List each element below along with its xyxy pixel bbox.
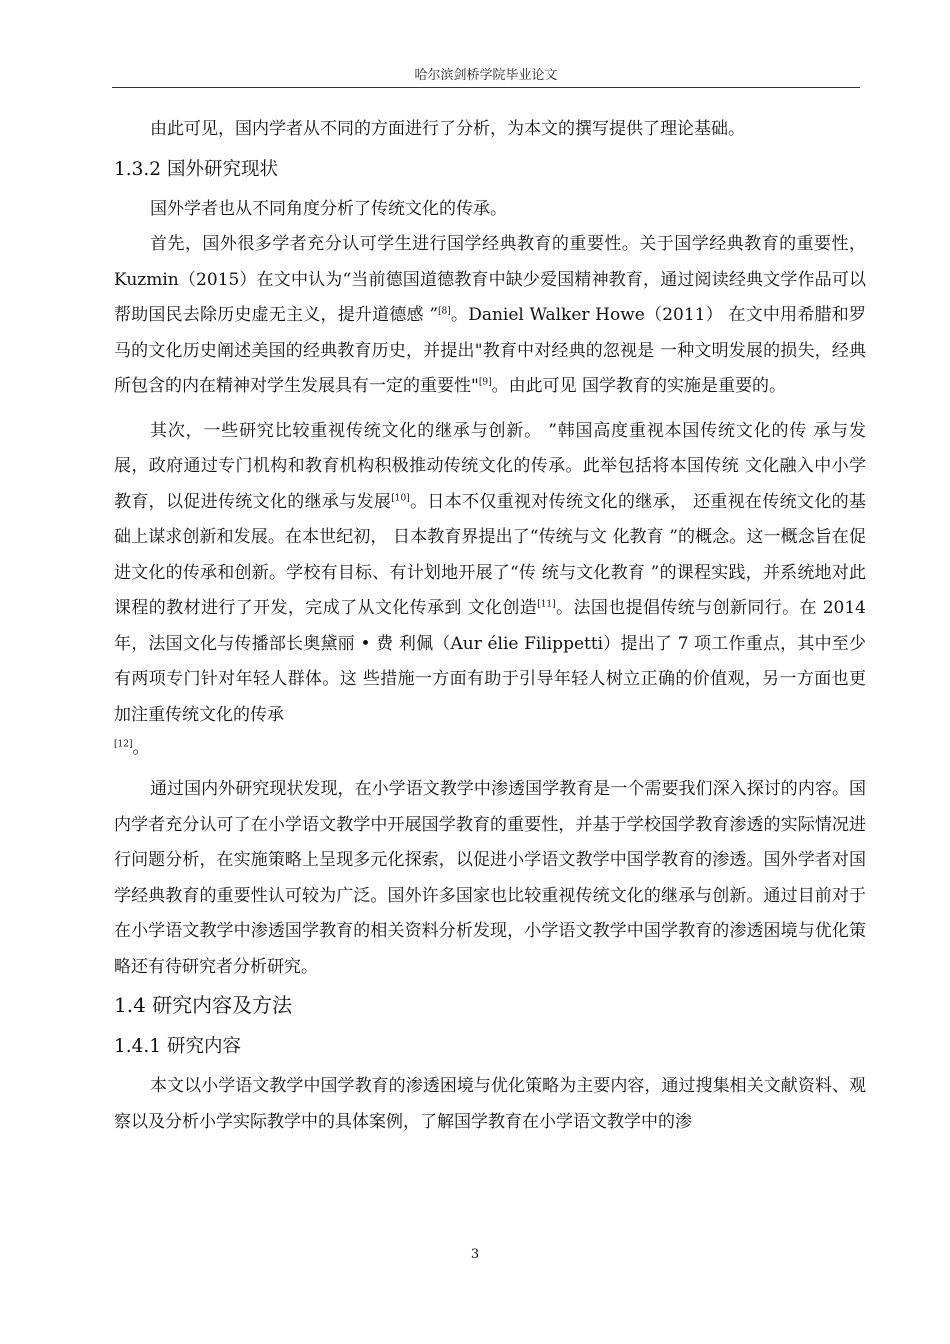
- citation-11: [11]: [537, 599, 556, 610]
- paragraph-summary-findings: 通过国内外研究现状发现，在小学语文教学中渗透国学教育是一个需要我们深入探讨的内容。国内学者充分认可了在小学语文教学中开展国学教育的重要性，并基于学校国学教育渗透的实际情况进行问题分析，在实施策略上呈现多元化探索，以促进小学语文教学中国学教育的渗透。国外学者对国学经典教育的重要性认可较为广泛。国外许多国家也比较重视传统文化的继承与创新。通过目前对于在小学语文教学中渗透国学教育的相关资料分析发现，小学语文教学中国学教育的渗透困境与优化策略还有待研究者分析研究。: [114, 779, 866, 977]
- paragraph-text: 首先，国外很多学者充分认可学生进行国学经典教育的重要性。关于国学经典教育的重要性，Kuzmin（2015）在文中认为“当前德国道德教育中缺少爱国精神教育，通过阅读经典文学作品可以帮助国民去除历史虚无主义，提升道德感 ”: [114, 234, 866, 325]
- heading-1-4-1: 1.4.1 研究内容: [114, 1036, 241, 1057]
- paragraph-foreign-second: [114, 414, 866, 734]
- paragraph-text: 。由此可见 国学教育的实施是重要的。: [491, 376, 786, 396]
- citation-10: [10]: [391, 492, 410, 503]
- paragraph-research-content: 本文以小学语文教学中国学教育的渗透困境与优化策略为主要内容，通过搜集相关文献资料、观察以及分析小学实际教学中的具体案例，了解国学教育在小学语文教学中的渗: [114, 1076, 866, 1132]
- paragraph-text: 。: [132, 738, 150, 758]
- citation-line: [114, 733, 866, 763]
- citation-12: [12]: [114, 739, 133, 750]
- paragraph-foreign-first: [114, 227, 866, 405]
- paragraph-text: 。法国也提倡传统与创新同行。在 2014 年，法国文化与传播部长奥黛丽 • 费 利佩（Aur élie Filippetti）提出了 7 项工作重点，其中至少有两项专门针对年轻人群体。这 些措施一方面有助于引导年轻人树立正确的价值观，另一方面也更加注重传统文化的传承: [114, 598, 866, 725]
- page-header: 哈尔滨剑桥学院毕业论文: [414, 68, 558, 83]
- paragraph-summary: 由此可见，国内学者从不同的方面进行了分析，为本文的撰写提供了理论基础。: [150, 119, 745, 139]
- page-body: [114, 112, 866, 1140]
- page-number: 3: [470, 1247, 480, 1262]
- paragraph-foreign-intro: 国外学者也从不同角度分析了传统文化的传承。: [150, 198, 507, 219]
- citation-8: [8]: [438, 306, 451, 317]
- paragraph-text: 。Daniel Walker Howe（2011） 在文中用希腊和罗马的文化历史阐述美国的经典教育历史，并提出"教育中对经典的忽视是 一种文明发展的损失，经典所包含的内在精神对学生发展具有一定的重要性": [114, 305, 866, 396]
- header-rule: [112, 87, 860, 88]
- heading-1-3-2: 1.3.2 国外研究现状: [114, 158, 278, 180]
- paragraph-text: 其次，一些研究比较重视传统文化的继承与创新。 ”韩国高度重视本国传统文化的传 承与发展，政府通过专门机构和教育机构积极推动传统文化的传承。此举包括将本国传统 文化融入中小学教育，以促进传统文化的继承与发展: [114, 420, 866, 512]
- heading-1-4: 1.4 研究内容及方法: [114, 993, 293, 1017]
- paragraph-text: 。日本不仅重视对传统文化的继承， 还重视在传统文化的基础上谋求创新和发展。在本世纪初， 日本教育界提出了“传统与文 化教育 ”的概念。这一概念旨在促进文化的传承和创新。学校有目标、有计划地开展了“传 统与文化教育 ”的课程实践，并系统地对此课程的教材进行了开发，完成了从文化传承到 文化创造: [114, 491, 866, 618]
- citation-9: [9]: [478, 377, 492, 388]
